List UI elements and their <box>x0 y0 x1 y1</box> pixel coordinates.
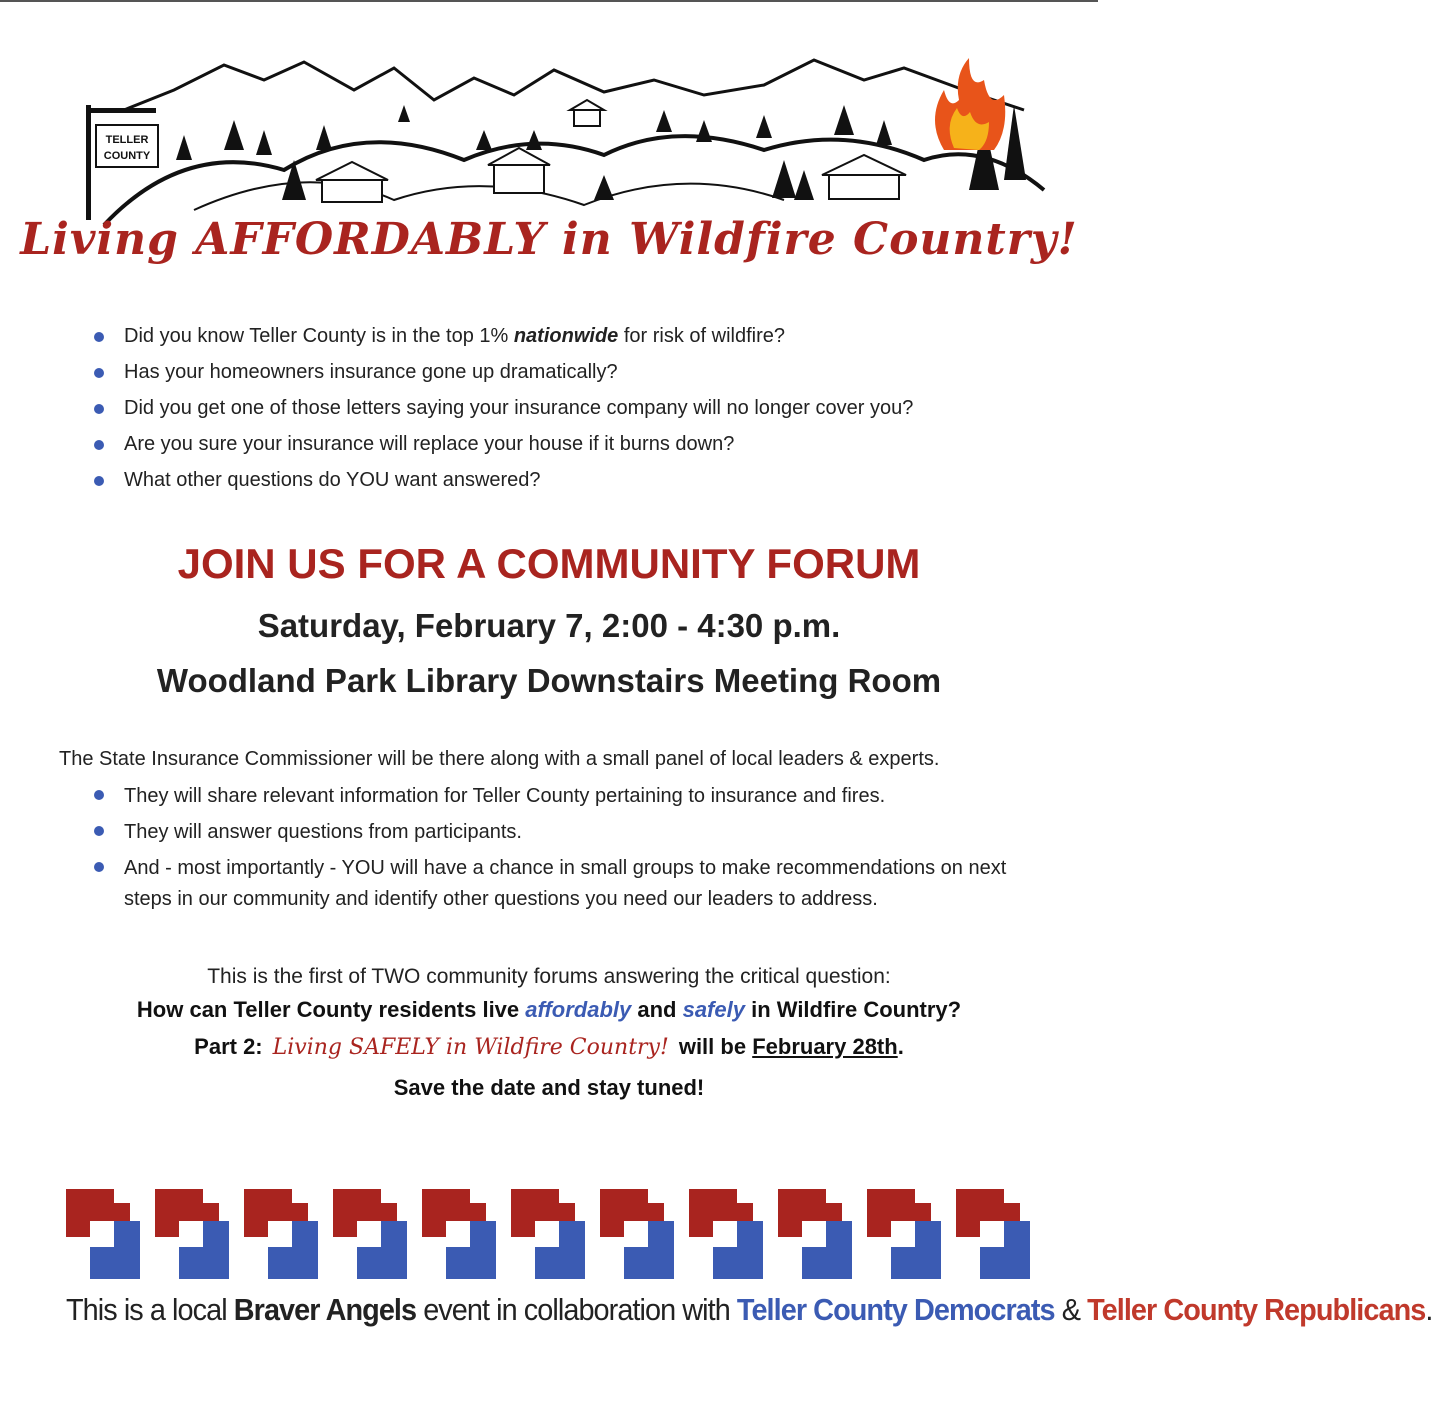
list-item: They will answer questions from participants. <box>94 817 1054 848</box>
braver-angels-logo <box>66 1189 1030 1281</box>
logo-block <box>333 1189 407 1279</box>
hills <box>104 136 1044 225</box>
forum-date: Saturday, February 7, 2:00 - 4:30 p.m. <box>257 607 841 644</box>
list-item: Has your homeowners insurance gone up dramatically? <box>94 359 1054 395</box>
logo-block <box>422 1189 496 1279</box>
list-item: And - most importantly - YOU will have a chance in small groups to make recommendations on next steps in our community and identify other questions you need our leaders to address. <box>94 853 1054 915</box>
list-item: Did you know Teller County is in the top 1% nationwide for risk of wildfire? <box>94 323 1054 359</box>
save-the-date: Save the date and stay tuned! <box>393 1075 705 1100</box>
list-item: Are you sure your insurance will replace your house if it burns down? <box>94 431 1054 467</box>
part2-announcement: Part 2: Living SAFELY in Wildfire Country! will be February 28th. <box>194 1034 904 1060</box>
teller-county-sign <box>86 105 158 220</box>
logo-block <box>600 1189 674 1279</box>
wildfire-country-illustration <box>64 50 1044 225</box>
logo-block <box>956 1189 1030 1279</box>
logo-block <box>155 1189 229 1279</box>
list-item: Did you get one of those letters saying your insurance company will no longer cover you? <box>94 395 1054 431</box>
logo-block <box>689 1189 763 1279</box>
svg-text:COUNTY: COUNTY <box>103 150 151 162</box>
collaboration-footer: This is a local Braver Angels event in collaboration with Teller County Democrats & Teller County Republicans. <box>66 1292 1432 1327</box>
details-intro: The State Insurance Commissioner will be there along with a small panel of local leaders & experts. <box>59 748 940 770</box>
series-note: This is the first of TWO community forums answering the critical question: <box>207 965 891 988</box>
logo-block <box>778 1189 852 1279</box>
logo-block <box>66 1189 140 1279</box>
event-headline: Living AFFORDABLY in Wildfire Country! <box>20 214 1078 265</box>
logo-block <box>867 1189 941 1279</box>
question-list <box>94 323 1054 503</box>
details-list <box>94 781 1054 920</box>
fire-icon <box>935 58 1005 150</box>
mountain-range <box>124 60 1024 110</box>
logo-block <box>244 1189 318 1279</box>
critical-question: How can Teller County residents live affordably and safely in Wildfire Country? <box>136 997 962 1022</box>
list-item: They will share relevant information for Teller County pertaining to insurance and fires. <box>94 781 1054 812</box>
svg-text:TELLER: TELLER <box>105 134 149 146</box>
logo-block <box>511 1189 585 1279</box>
list-item: What other questions do YOU want answered? <box>94 467 1054 503</box>
forum-location: Woodland Park Library Downstairs Meeting Room <box>156 662 942 699</box>
forum-title: JOIN US FOR A COMMUNITY FORUM <box>177 540 921 587</box>
top-border <box>0 0 1098 2</box>
